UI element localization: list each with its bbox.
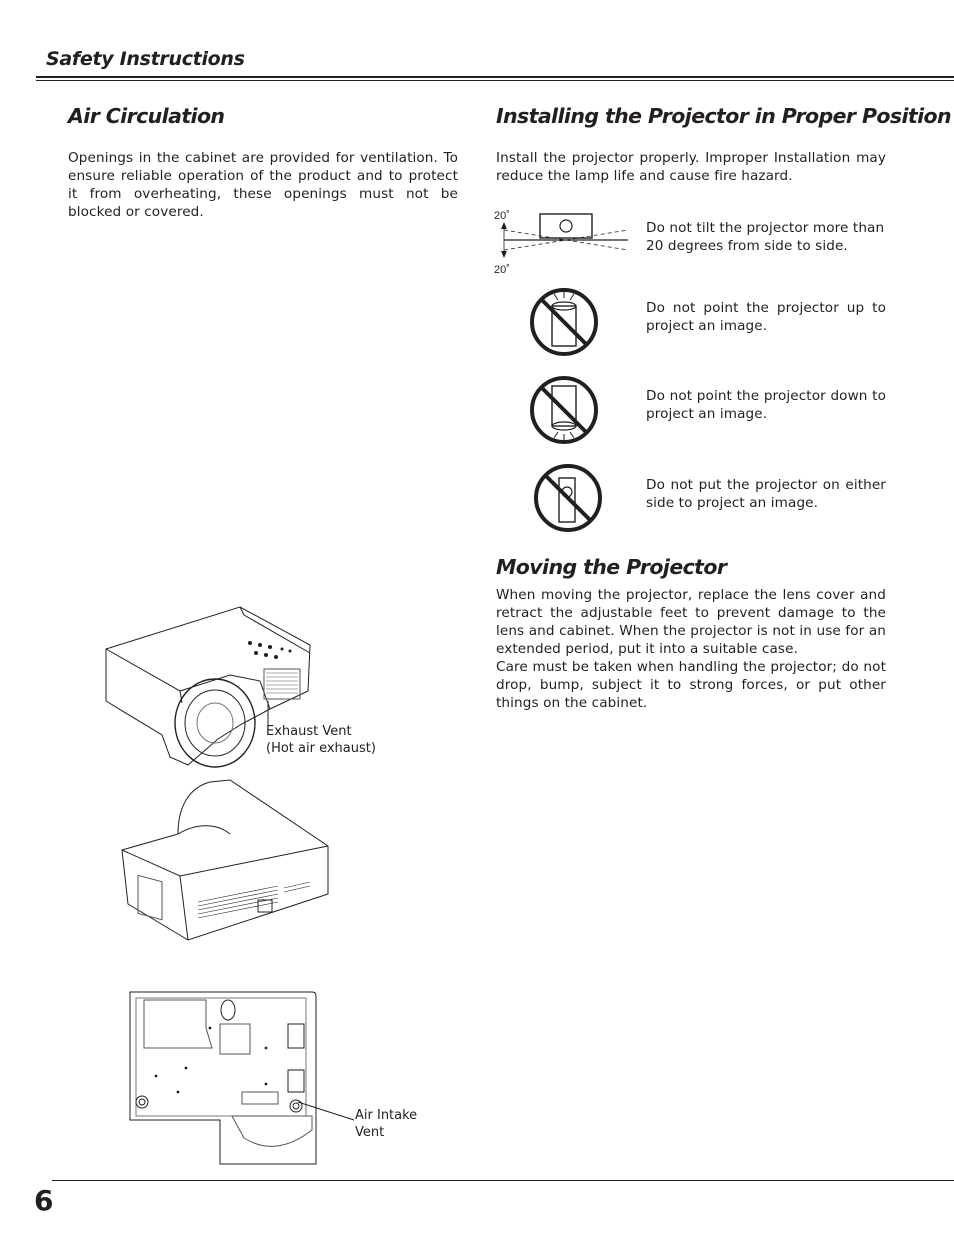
installing-item-side: Do not put the projector on either side to project an image. — [646, 477, 886, 511]
tilt-icon — [494, 206, 634, 278]
projector-rear-illustration — [118, 778, 333, 948]
header-rule — [36, 76, 954, 78]
angle-top-label: 20˚ — [494, 210, 510, 222]
moving-para-2: Care must be taken when handling the projector; do not drop, bump, subject it to strong forces, or put other things on the cabinet. — [496, 659, 886, 711]
installing-item-down: Do not point the projector down to project an image. — [646, 388, 886, 422]
projector-bottom-illustration — [126, 988, 318, 1166]
air-circulation-heading: Air Circulation — [68, 104, 225, 128]
installing-heading: Installing the Projector in Proper Position — [496, 104, 951, 128]
installing-item-tilt: Do not tilt the projector more than 20 degrees from side to side. — [646, 220, 885, 254]
moving-heading: Moving the Projector — [496, 555, 727, 579]
air-intake-label: Air Intake — [355, 1108, 418, 1123]
footer-rule — [52, 1180, 954, 1181]
air-intake-sublabel: Vent — [355, 1125, 385, 1140]
no-side-icon — [532, 462, 604, 534]
installing-intro: Install the projector properly. Improper Installation may reduce the lamp life and cause fire hazard. — [496, 150, 886, 184]
no-point-down-icon — [528, 374, 600, 446]
page-number: 6 — [34, 1184, 54, 1217]
no-point-up-icon — [528, 286, 600, 358]
angle-bottom-label: 20˚ — [494, 264, 510, 276]
exhaust-vent-sublabel: (Hot air exhaust) — [266, 741, 376, 756]
header-rule-thin — [36, 80, 954, 81]
air-circulation-body: Openings in the cabinet are provided for ventilation. To ensure reliable operation of the product and to protect it from overheating, these openings must not be blocked or covered. — [68, 150, 458, 220]
moving-para-1: When moving the projector, replace the lens cover and retract the adjustable feet to prevent damage to the lens and cabinet. When the projector is not in use for an extended period, put it into a suitable case. — [496, 587, 886, 657]
installing-item-up: Do not point the projector up to project an image. — [646, 300, 886, 334]
section-title: Safety Instructions — [46, 48, 245, 70]
exhaust-vent-label: Exhaust Vent — [266, 724, 352, 739]
